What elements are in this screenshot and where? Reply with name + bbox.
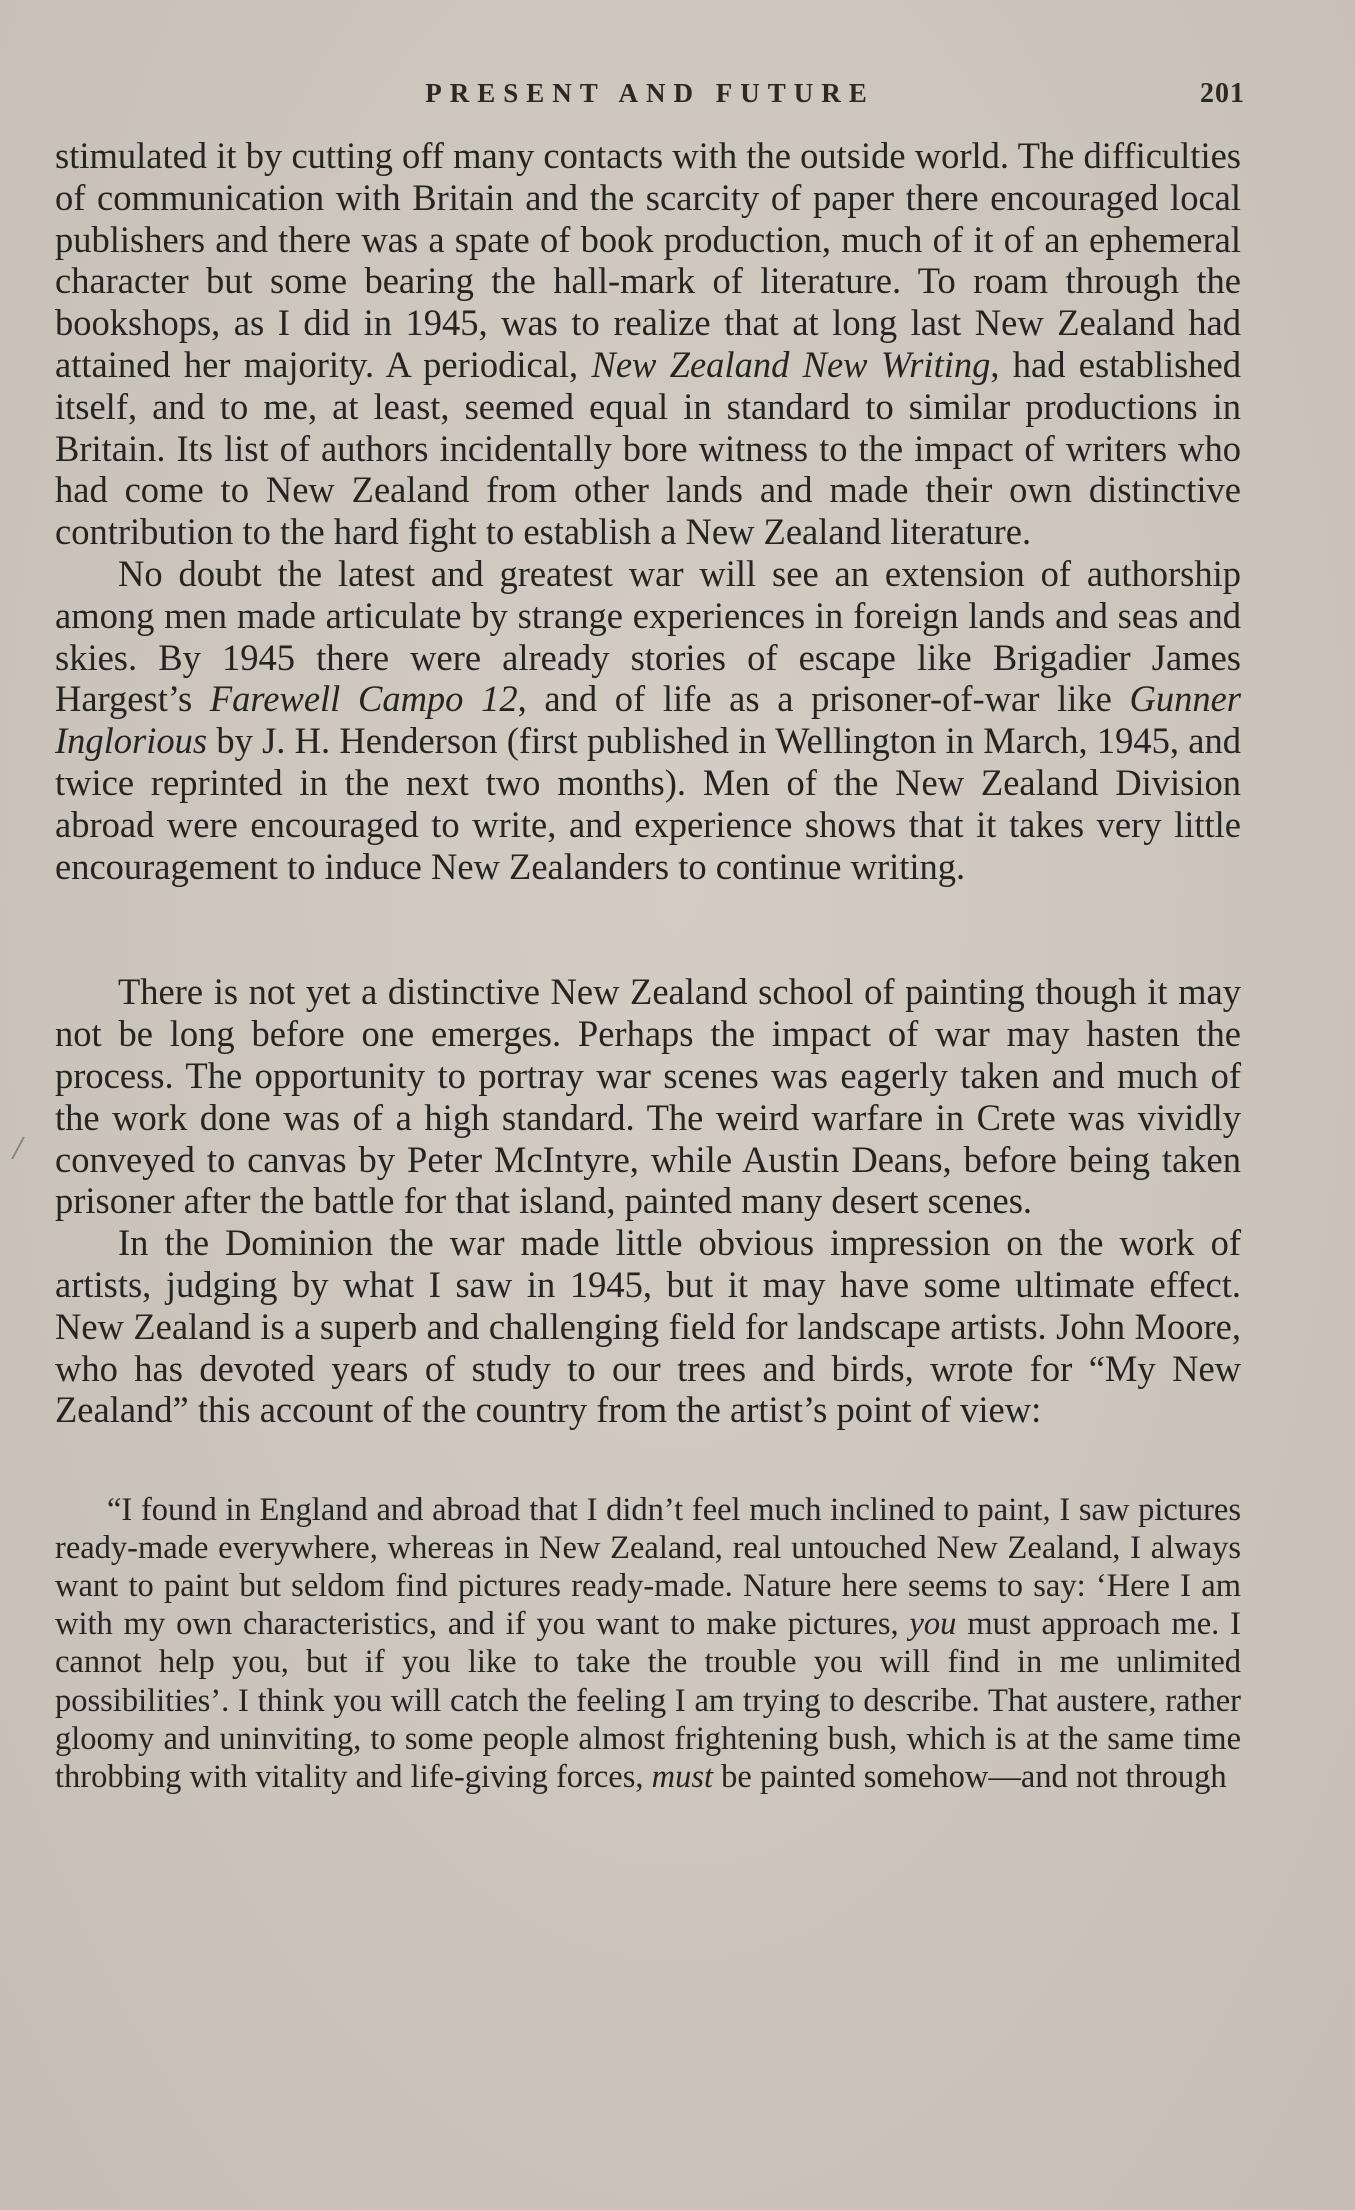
- pencil-margin-mark: [11, 1137, 37, 1159]
- page-number: 201: [1200, 78, 1245, 109]
- paragraph-painting: There is not yet a distinctive New Zealand school of painting though it may not be long before one emerges. Perhaps the impact of war may hasten the process. The opportunity to portray war scenes was eagerly taken and much of the work done was of a high standard. The weird warfare in Crete was vividly conveyed to canvas by Peter McIntyre, while Austin Deans, before being taken prisoner after the battle for that island, painted many desert scenes.: [55, 971, 1241, 1222]
- running-head: [55, 78, 1245, 118]
- section-break: [55, 887, 1241, 971]
- paragraph-continued: [55, 135, 1241, 553]
- book-title-gunner-inglorious: Gunner Inglorious: [55, 678, 1241, 762]
- paragraph-authorship: [55, 553, 1241, 887]
- emphasis: you: [909, 1606, 957, 1643]
- text-run: must approach me. I cannot help you, but if you like to take the trouble you will find in me unlimited possibilities’. I think you will catch the feeling I am trying to describe. That austere, rather gloomy and uninviting, to some people almost frightening bush, which is at the same time throbbing with vitality and life-giving forces,: [55, 1606, 1241, 1795]
- paragraph-dominion: In the Dominion the war made little obvious impression on the work of artists, judging by what I saw in 1945, but it may have some ultimate effect. New Zealand is a superb and challenging field for landscape artists. John Moore, who has devoted years of study to our trees and birds, wrote for “My New Zealand” this account of the country from the artist’s point of view:: [55, 1222, 1241, 1431]
- body-text: [55, 135, 1241, 1796]
- quote-break: [55, 1431, 1241, 1491]
- text-run: , had established itself, and to me, at least, seemed equal in standard to similar productions in Britain. Its list of authors incidentally bore witness to the impact of writers who had come to New Zealand from other lands and made their own distinctive contribution to the hard fight to establish a New Zealand literature.: [55, 343, 1241, 553]
- text-run: stimulated it by cutting off many contacts with the outside world. The difficulties of communication with Britain and the scarcity of paper there encouraged local publishers and there was a spate of book production, much of it of an ephemeral character but some bearing the hall-mark of literature. To roam through the bookshops, as I did in 1945, was to realize that at long last New Zealand had attained her majority. A periodical,: [55, 135, 1241, 385]
- text-run: be painted somehow—and not through: [713, 1758, 1227, 1795]
- running-title: PRESENT AND FUTURE: [425, 78, 875, 108]
- text-run: by J. H. Henderson (first published in Wellington in March, 1945, and twice reprinted in the next two months). Men of the New Zealand Division abroad were encouraged to write, and experience shows that it takes very little encouragement to induce New Zealanders to continue writing.: [55, 720, 1241, 887]
- text-run: , and of life as a prisoner-of-war like: [517, 678, 1130, 720]
- book-title-farewell-campo: Farewell Campo 12: [209, 678, 518, 720]
- text-run: “I found in England and abroad that I didn’t feel much inclined to paint, I saw pictures ready-made everywhere, whereas in New Zealand, real untouched New Zealand, I always want to paint but seldom find pictures ready-made. Nature here seems to say: ‘Here I am with my own characteristics, and if you want to make pictures,: [55, 1492, 1241, 1643]
- block-quote: [55, 1491, 1241, 1796]
- periodical-title: New Zealand New Writing: [591, 343, 991, 385]
- emphasis: must: [651, 1758, 714, 1795]
- text-run: No doubt the latest and greatest war will see an extension of authorship among men made articulate by strange experiences in foreign lands and seas and skies. By 1945 there were already stories of escape like Brigadier James Hargest’s: [55, 552, 1241, 720]
